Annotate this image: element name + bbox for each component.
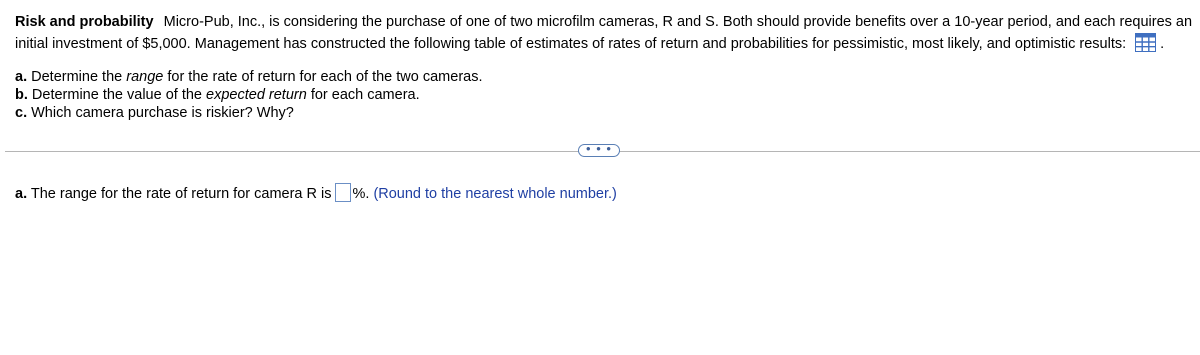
question-text: Determine the <box>31 69 127 85</box>
range-answer-input[interactable] <box>335 183 351 202</box>
answer-suffix: %. <box>352 186 370 202</box>
question-letter: a. <box>15 69 28 85</box>
table-grid-icon-svg <box>1135 33 1156 52</box>
ellipsis-icon: • • • <box>586 141 612 156</box>
question-list <box>15 68 482 122</box>
question-text: for the rate of return for each of the two cameras. <box>163 69 483 85</box>
question-c <box>15 104 482 122</box>
question-a <box>15 68 482 86</box>
answer-row <box>15 184 617 204</box>
problem-statement <box>15 11 1195 55</box>
question-text: Determine the value of the <box>31 87 207 103</box>
problem-text-end: . <box>1160 36 1165 52</box>
rounding-hint: (Round to the nearest whole number.) <box>373 186 617 202</box>
question-emphasis: range <box>126 69 164 85</box>
question-letter: b. <box>15 87 28 103</box>
question-letter: c. <box>15 105 28 121</box>
question-text: Which camera purchase is riskier? Why? <box>31 105 294 121</box>
question-b <box>15 86 482 104</box>
expand-button[interactable] <box>578 141 620 157</box>
answer-prefix: The range for the rate of return for camera R is <box>30 186 332 202</box>
question-text: for each camera. <box>306 87 420 103</box>
problem-title: Risk and probability <box>15 14 154 30</box>
question-emphasis: expected return <box>206 87 307 103</box>
table-grid-icon[interactable] <box>1135 33 1156 52</box>
problem-text: Micro-Pub, Inc., is considering the purchase of one of two microfilm cameras, R and S. Both should provide benefits over a 10-year period, and each requires an initial investment of $5,000. Management has constructed the following table of estimates of rates of return and probabilities for pessimistic, most likely, and optimistic results: <box>15 14 1193 52</box>
answer-letter: a. <box>15 186 28 202</box>
